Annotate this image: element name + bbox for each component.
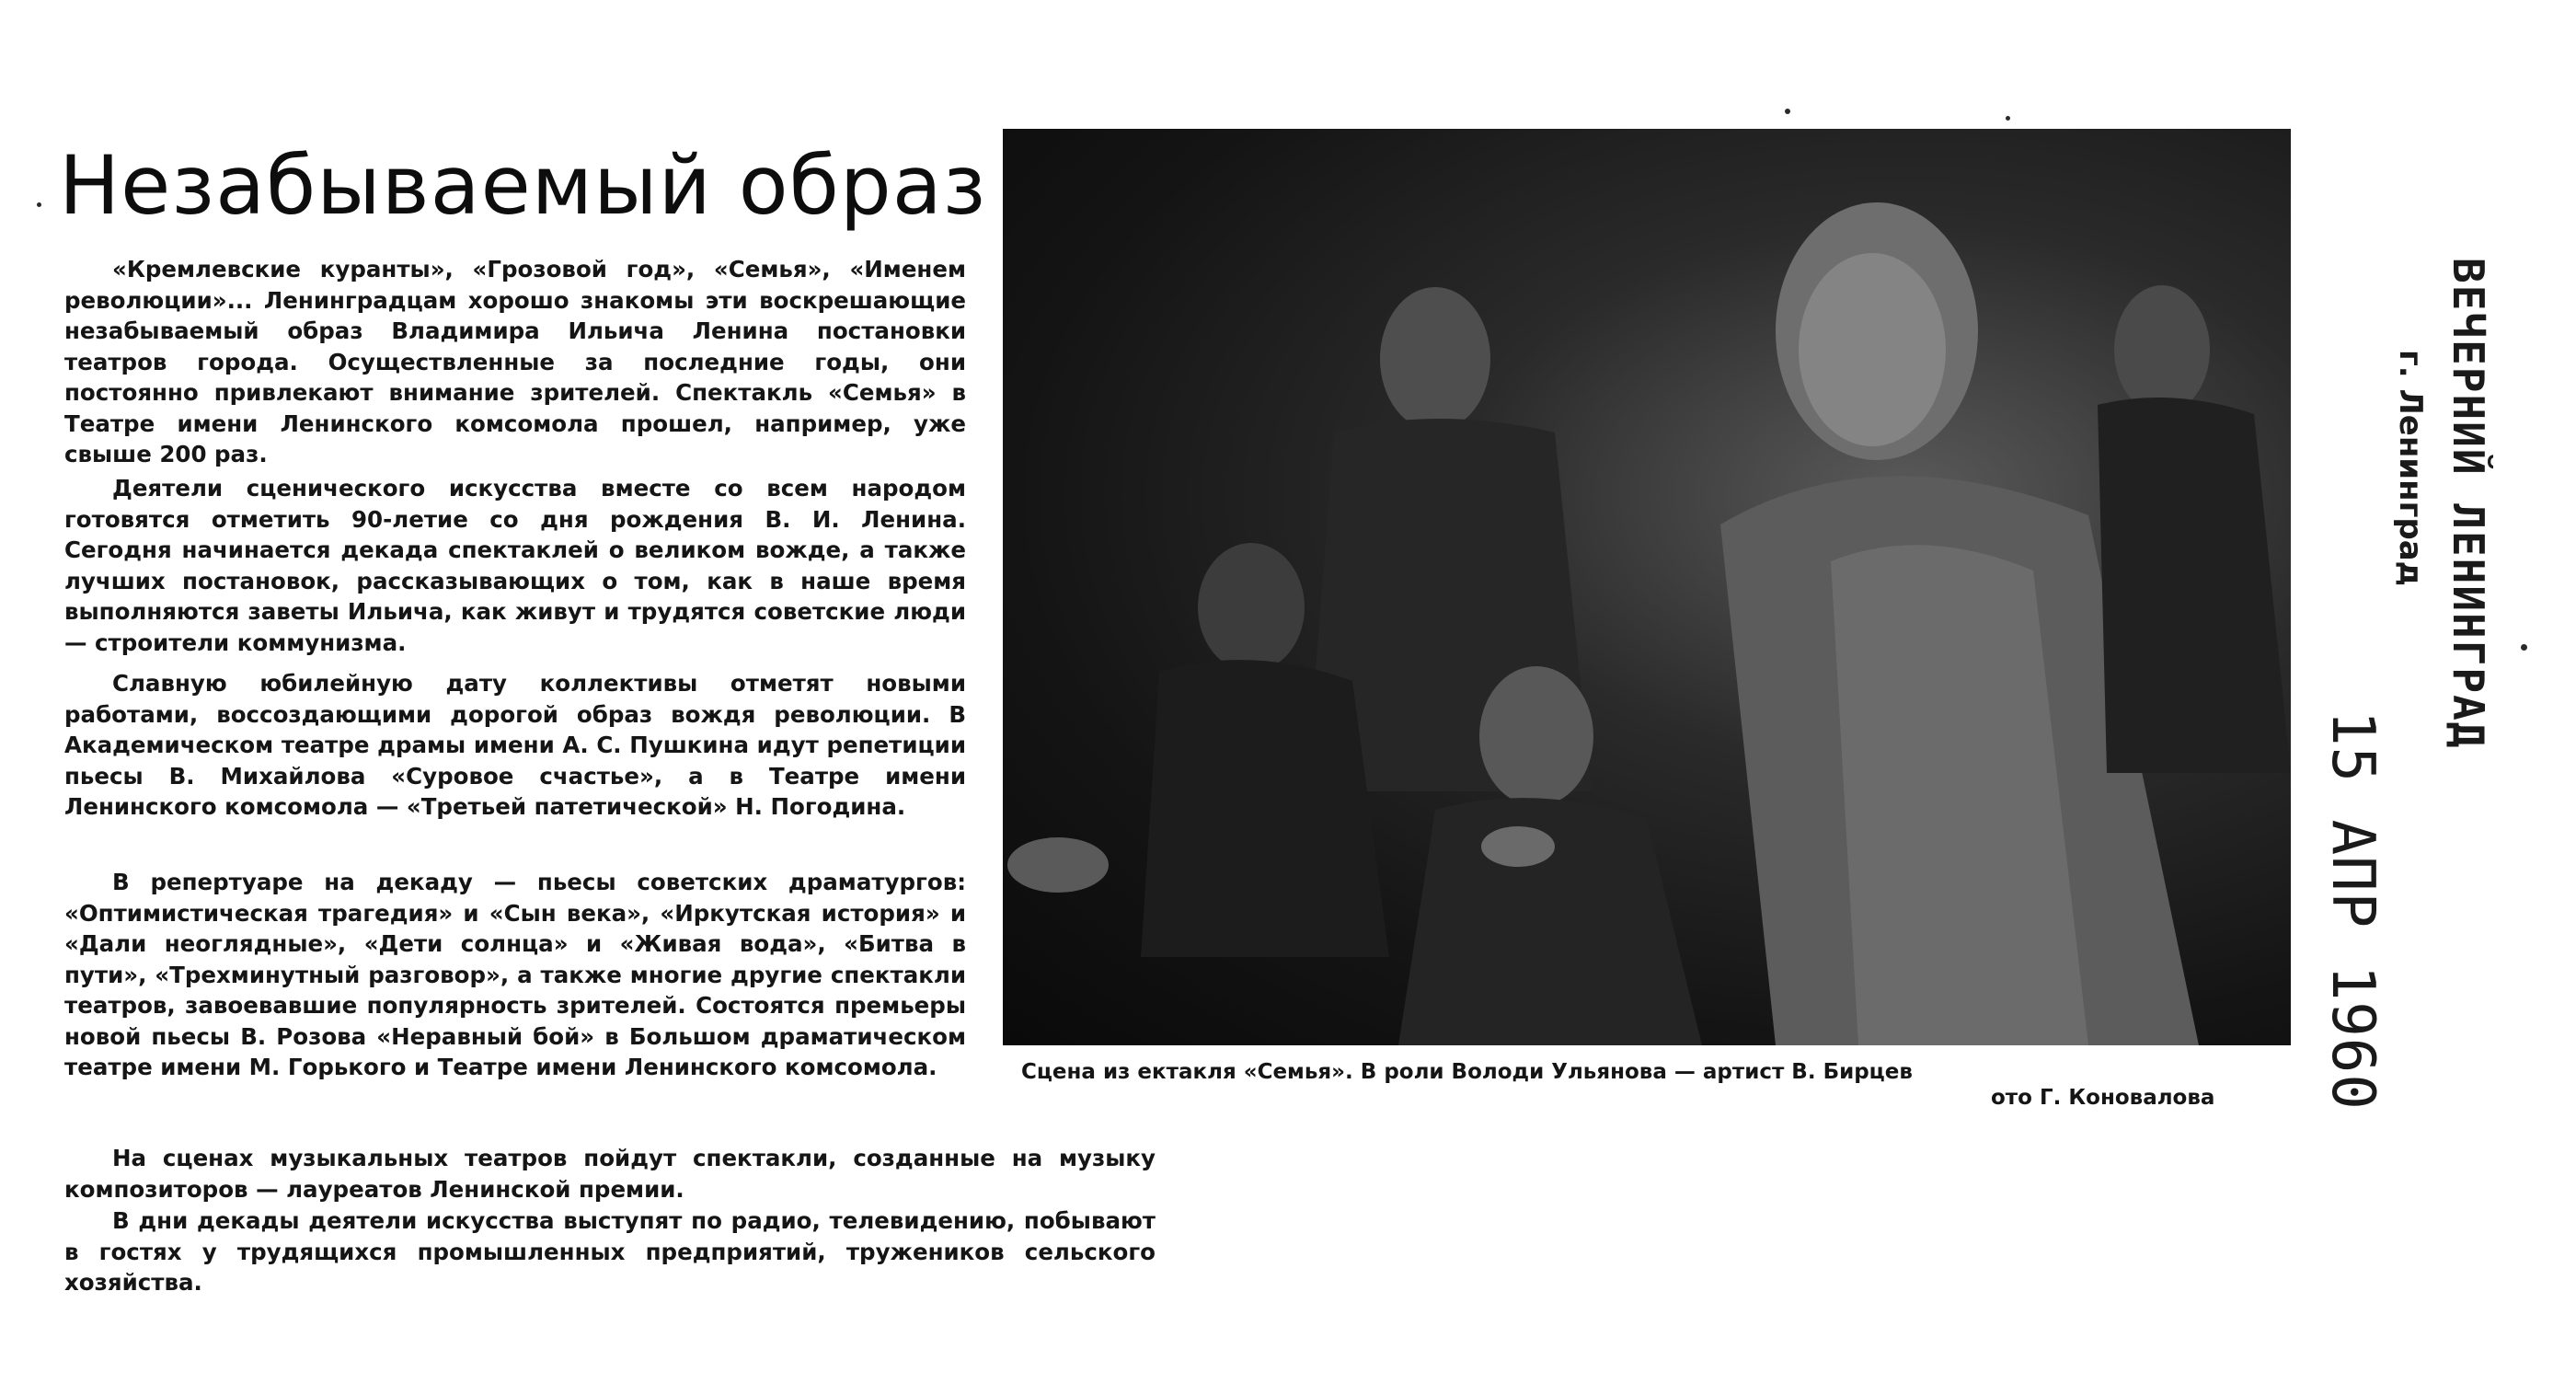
headline: Незабываемый образ	[59, 138, 987, 233]
theater-scene-photo	[1003, 129, 2291, 1045]
photo-credit: ото Г. Коновалова	[1991, 1086, 2215, 1110]
figure-seated-man-head	[1198, 543, 1305, 672]
photo-caption: Сцена из ектакля «Семья». В роли Володи Ульянова — артист В. Бирцев	[1021, 1060, 1913, 1084]
photo-figures	[1003, 129, 2291, 1045]
newspaper-city-stamp: г. Ленинград	[2392, 350, 2429, 587]
scan-speckle	[2006, 116, 2010, 121]
article-paragraph-1: «Кремлевские куранты», «Грозовой год», «Семья», «Именем революции»... Ленинградцам хорошо знакомы эти воскрешающие незабываемый образ Владимира Ильича Ленина постановки театров города. Осуществленные за последние годы, они постоянно привлекают внимание зрителей. Спектакль «Семья» в Театре имени Ленинского комсомола прошел, например, уже свыше 200 раз.	[64, 256, 966, 467]
figure-seated-woman-head	[1479, 666, 1593, 806]
figure-background-man-head	[1380, 287, 1490, 431]
scan-speckle	[1785, 109, 1790, 114]
figure-right-man-head	[2114, 285, 2210, 414]
article-paragraph-5: На сценах музыкальных театров пойдут спектакли, созданные на музыку композиторов — лауреатов Ленинской премии.	[64, 1145, 1156, 1203]
article-paragraph-3: Славную юбилейную дату коллективы отметят новыми работами, воссоздающими дорогой образ вождя революции. В Академическом театре драмы имени А. С. Пушкина идут репетиции пьесы В. Михайлова «Суровое счастье», а в Театре имени Ленинского комсомола — «Третьей патетической» Н. Погодина.	[64, 670, 966, 820]
newspaper-masthead-stamp: ВЕЧЕРНИЙ ЛЕНИНГРАД	[2444, 258, 2493, 750]
scan-speckle	[37, 202, 41, 207]
scan-speckle	[2521, 644, 2527, 651]
article-paragraph-2: Деятели сценического искусства вместе со всем народом готовятся отметить 90-летие со дня рождения В. И. Ленина. Сегодня начинается декада спектаклей о великом вожде, а также лучших постановок, рассказывающих о том, как в наше время выполняются заветы Ильича, как живут и трудятся советские люди — строители коммунизма.	[64, 475, 966, 656]
date-stamp: 15 АПР 1960	[2318, 710, 2386, 1111]
article-paragraph-6: В дни декады деятели искусства выступят по радио, телевидению, побывают в гостях у трудящихся промышленных предприятий, тружеников сельского хозяйства.	[64, 1207, 1156, 1296]
article-paragraph-4: В репертуаре на декаду — пьесы советских драматургов: «Оптимистическая трагедия» и «Сын века», «Иркутская история» и «Дали неоглядные», «Дети солнца» и «Живая вода», «Битва в пути», «Трехминутный разговор», а также многие другие спектакли театров, завоевавшие популярность зрителей. Состоятся премьеры новой пьесы В. Розова «Неравный бой» в Большом драматическом театре имени М. Горького и Театре имени Ленинского комсомола.	[64, 869, 966, 1080]
